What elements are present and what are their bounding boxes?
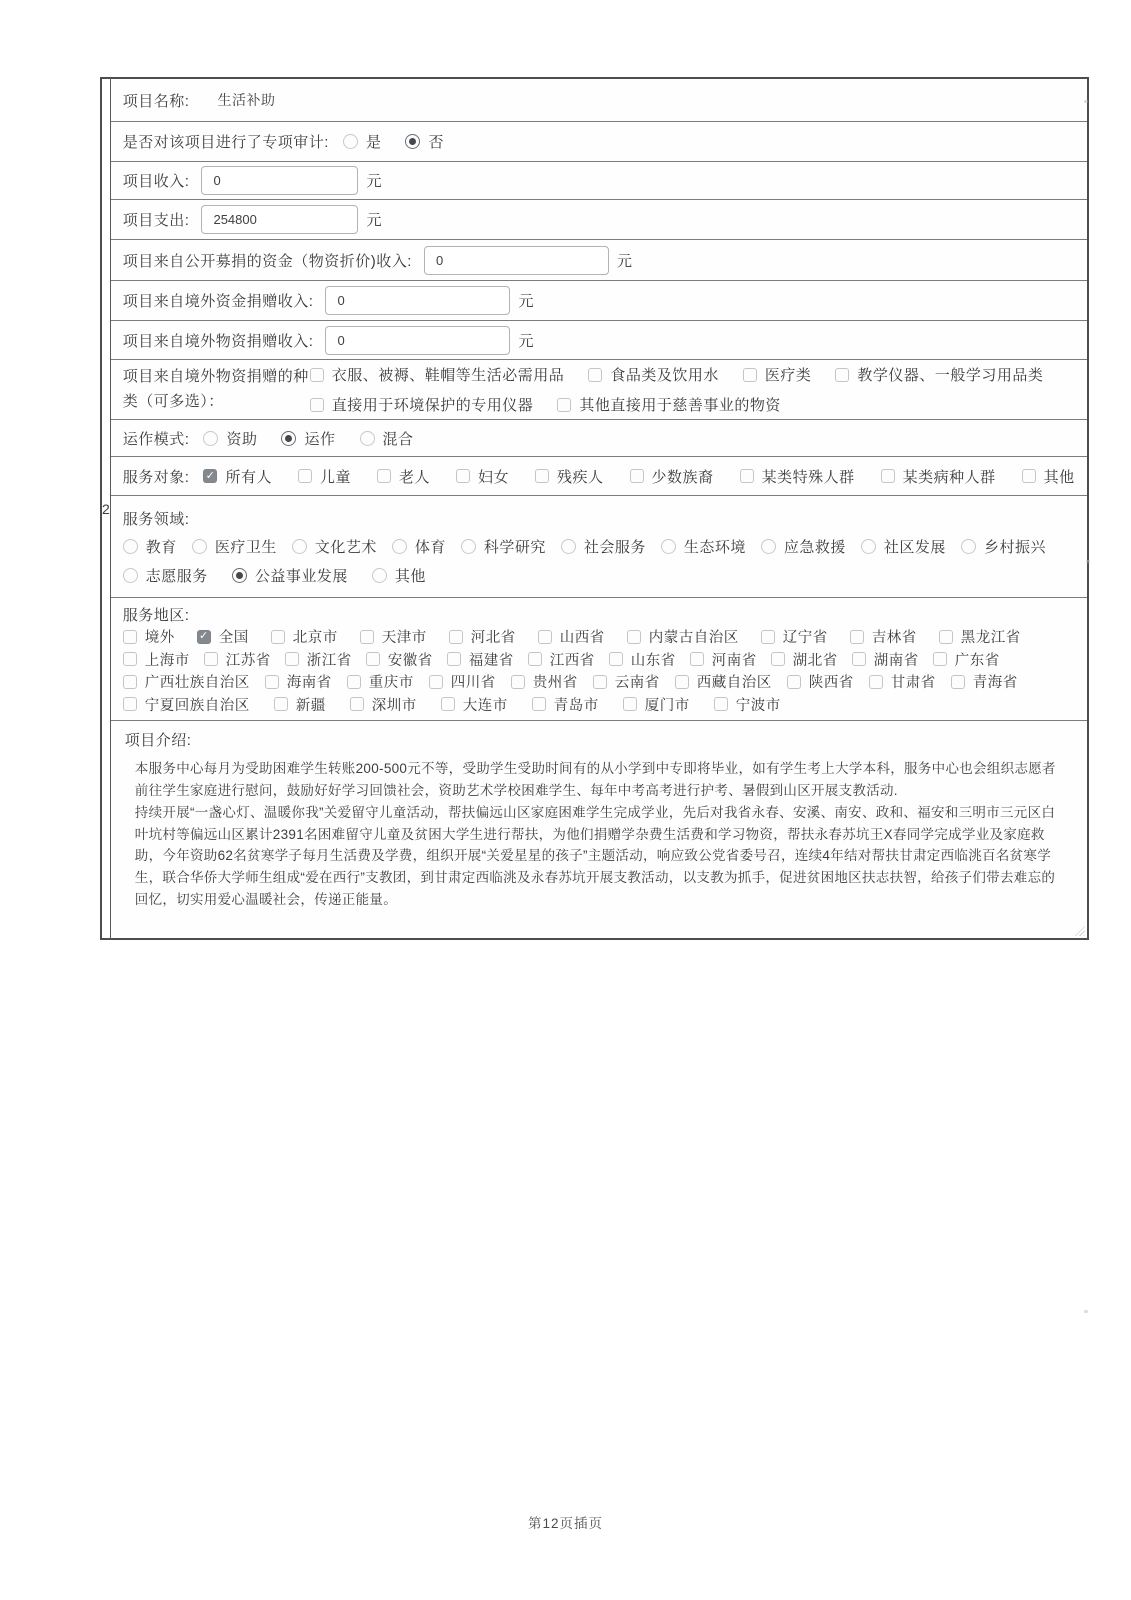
radio-option[interactable]: [761, 536, 846, 557]
radio-option[interactable]: [405, 131, 444, 152]
option-label: 生态环境: [683, 539, 746, 556]
checkbox-option[interactable]: [951, 671, 1018, 692]
option-label: 公益事业发展: [254, 567, 348, 585]
intro-label: 项目介绍:: [124, 732, 192, 749]
option-label: 混合: [382, 430, 414, 448]
option-label: 吉林省: [871, 630, 917, 646]
option-label: 湖北省: [792, 652, 838, 669]
radio-unchecked-icon[interactable]: [861, 539, 876, 554]
option-label: 教育: [145, 539, 177, 556]
expense-input[interactable]: [201, 205, 358, 234]
service-field-row: [111, 495, 1087, 597]
service-area-label: 服务地区:: [122, 606, 190, 624]
option-label: 儿童: [319, 468, 351, 486]
checkbox-unchecked-icon[interactable]: [528, 652, 542, 666]
option-label: 其他: [394, 567, 426, 585]
service-area-line-3: [123, 671, 1018, 692]
checkbox-unchecked-icon[interactable]: [123, 652, 137, 666]
checkbox-unchecked-icon[interactable]: [588, 368, 602, 382]
checkbox-unchecked-icon[interactable]: [285, 652, 299, 666]
radio-unchecked-icon[interactable]: [203, 431, 218, 446]
radio-option[interactable]: [123, 536, 177, 557]
option-label: 山东省: [630, 652, 676, 669]
radio-unchecked-icon[interactable]: [192, 539, 207, 554]
audit-radio-group: [343, 131, 444, 152]
checkbox-unchecked-icon[interactable]: [675, 675, 689, 689]
checkbox-unchecked-icon[interactable]: [850, 630, 864, 644]
option-label: 否: [428, 134, 444, 151]
option-label: 江西省: [549, 652, 595, 669]
option-label: 全国: [218, 630, 249, 646]
option-label: 广东省: [954, 652, 1000, 669]
option-label: 海南省: [286, 675, 332, 691]
radio-option[interactable]: [561, 536, 646, 557]
checkbox-option[interactable]: [835, 364, 1043, 385]
checkbox-unchecked-icon[interactable]: [881, 469, 895, 483]
checkbox-option[interactable]: [123, 694, 250, 715]
service-field-label: 服务领域:: [122, 510, 190, 528]
option-label: 内蒙古自治区: [648, 630, 739, 646]
checkbox-option[interactable]: [310, 364, 565, 385]
checkbox-unchecked-icon[interactable]: [714, 697, 728, 711]
option-label: 衣服、被褥、鞋帽等生活必需用品: [331, 367, 565, 384]
checkbox-unchecked-icon[interactable]: [761, 630, 775, 644]
radio-option[interactable]: [661, 536, 746, 557]
expense-label: 项目支出:: [122, 212, 190, 229]
option-label: 少数族裔: [651, 468, 714, 486]
checkbox-option[interactable]: [881, 466, 996, 487]
income-label: 项目收入:: [122, 173, 190, 190]
row-index: 2: [102, 500, 110, 517]
public-donation-unit: 元: [616, 252, 633, 270]
option-label: 厦门市: [644, 697, 690, 714]
income-input[interactable]: [201, 166, 358, 195]
checkbox-unchecked-icon[interactable]: [630, 469, 644, 483]
option-label: 乡村振兴: [983, 539, 1046, 556]
radio-option[interactable]: [292, 536, 377, 557]
goods-type-line-1: [310, 364, 1044, 385]
checkbox-unchecked-icon[interactable]: [360, 630, 374, 644]
checkbox-unchecked-icon[interactable]: [869, 675, 883, 689]
checkbox-option[interactable]: [285, 649, 352, 670]
option-label: 天津市: [381, 630, 427, 646]
checkbox-option[interactable]: [675, 671, 772, 692]
option-label: 新疆: [295, 697, 326, 714]
checkbox-checked-icon[interactable]: ✓: [203, 469, 217, 483]
checkbox-option[interactable]: [429, 671, 496, 692]
option-label: 西藏自治区: [696, 675, 772, 691]
option-label: 大连市: [462, 697, 508, 714]
option-label: 北京市: [292, 630, 338, 646]
option-label: 甘肃省: [890, 675, 936, 691]
checkbox-unchecked-icon[interactable]: [350, 697, 364, 711]
service-target-label: 服务对象:: [122, 468, 190, 486]
overseas-fund-label: 项目来自境外资金捐赠收入:: [122, 293, 314, 310]
checkbox-option[interactable]: [627, 626, 739, 647]
checkbox-unchecked-icon[interactable]: [787, 675, 801, 689]
overseas-fund-row: [111, 280, 1087, 320]
option-label: 重庆市: [368, 675, 414, 691]
intro-paragraph-2: 持续开展“一盏心灯、温暖你我”关爱留守儿童活动，帮扶偏远山区家庭困难学生完成学业，先后对我省永春、安溪、南安、政和、福安和三明市三元区白叶坑村等偏远山区累计2391名困难留守儿童及贫困大学生进行帮扶，为他们捐赠学杂费生活费和学习物资，帮扶永春苏坑王X春同学完成学业及家庭救助，今年资助62名贫寒学子每月生活费及学费，组织开展“关爱星星的孩子”主题活动，响应致公党省委号召，连续4年结对帮扶甘肃定西临洮百名贫寒学生，联合华侨大学师生组成“爱在西行”支教团，到甘肃定西临洮及永春苏坑开展支教活动，以支教为抓手，促进贫困地区扶志扶智，给孩子们带去难忘的回忆，切实用爱心温暖社会，传递正能量。: [134, 804, 1056, 908]
option-label: 深圳市: [371, 697, 417, 714]
checkbox-option[interactable]: [714, 694, 781, 715]
intro-row: [111, 720, 1087, 938]
option-label: 某类病种人群: [902, 468, 996, 486]
checkbox-unchecked-icon[interactable]: [557, 398, 571, 412]
radio-unchecked-icon[interactable]: [961, 539, 976, 554]
checkbox-unchecked-icon[interactable]: [538, 630, 552, 644]
option-label: 资助: [226, 430, 258, 448]
option-label: 社区发展: [883, 539, 946, 556]
checkbox-option[interactable]: [532, 694, 599, 715]
checkbox-unchecked-icon[interactable]: [743, 368, 757, 382]
radio-option[interactable]: [232, 565, 348, 586]
row-index-cell: [100, 77, 111, 940]
radio-dot-icon: [285, 435, 292, 442]
checkbox-unchecked-icon[interactable]: [377, 469, 391, 483]
page-footer: 第12页插页: [527, 1516, 604, 1531]
option-label: 宁波市: [735, 697, 781, 714]
expense-unit: 元: [366, 212, 382, 229]
radio-option[interactable]: [392, 536, 446, 557]
option-label: 老人: [399, 468, 431, 486]
radio-option[interactable]: [360, 428, 414, 449]
option-label: 福建省: [468, 652, 514, 669]
service-field-line-2: [123, 565, 426, 586]
checkbox-option[interactable]: [528, 649, 595, 670]
checkbox-option[interactable]: [298, 466, 351, 487]
overseas-fund-unit: 元: [518, 293, 534, 310]
overseas-goods-row: [111, 320, 1087, 359]
checkbox-unchecked-icon[interactable]: [933, 652, 947, 666]
option-label: 其他直接用于慈善事业的物资: [579, 397, 781, 414]
checkbox-option[interactable]: [447, 649, 514, 670]
checkbox-option[interactable]: [347, 671, 414, 692]
checkbox-option[interactable]: [740, 466, 855, 487]
option-label: 四川省: [450, 675, 496, 691]
radio-option[interactable]: [343, 131, 382, 152]
checkbox-unchecked-icon[interactable]: [740, 469, 754, 483]
option-label: 安徽省: [387, 652, 433, 669]
radio-option[interactable]: [192, 536, 277, 557]
checkbox-unchecked-icon[interactable]: [310, 368, 324, 382]
checkbox-option[interactable]: [933, 649, 1000, 670]
option-label: 社会服务: [583, 539, 646, 556]
option-label: 宁夏回族自治区: [144, 697, 250, 714]
checkbox-option[interactable]: [771, 649, 838, 670]
checkbox-unchecked-icon[interactable]: [449, 630, 463, 644]
checkbox-unchecked-icon[interactable]: [511, 675, 525, 689]
checkbox-option[interactable]: [123, 626, 175, 647]
scan-artifact: [1086, 560, 1090, 563]
checkbox-option[interactable]: [310, 394, 534, 415]
checkbox-option[interactable]: [593, 671, 660, 692]
checkbox-unchecked-icon[interactable]: [690, 652, 704, 666]
checkbox-unchecked-icon[interactable]: [441, 697, 455, 711]
option-label: 医疗类: [764, 367, 812, 384]
option-label: 湖南省: [873, 652, 919, 669]
checkbox-unchecked-icon[interactable]: [310, 398, 324, 412]
checkbox-option[interactable]: [377, 466, 430, 487]
checkbox-option[interactable]: [869, 671, 936, 692]
checkbox-unchecked-icon[interactable]: [298, 469, 312, 483]
operation-mode-label: 运作模式:: [122, 430, 190, 448]
option-label: 教学仪器、一般学习用品类: [857, 367, 1044, 384]
overseas-goods-label: 项目来自境外物资捐赠收入:: [122, 332, 314, 350]
checkbox-option[interactable]: [441, 694, 508, 715]
checkbox-unchecked-icon[interactable]: [939, 630, 953, 644]
checkbox-option[interactable]: [588, 364, 719, 385]
radio-unchecked-icon[interactable]: [343, 134, 358, 149]
radio-checked-icon[interactable]: [281, 431, 296, 446]
service-target-row: [111, 456, 1087, 495]
option-label: 志愿服务: [145, 567, 208, 585]
scan-artifact: [1084, 1310, 1088, 1313]
goods-type-line-2: [310, 394, 1044, 415]
checkbox-unchecked-icon[interactable]: [627, 630, 641, 644]
radio-option[interactable]: [372, 565, 426, 586]
option-label: 食品类及饮用水: [610, 367, 719, 384]
radio-unchecked-icon[interactable]: [461, 539, 476, 554]
scan-artifact: [1084, 100, 1088, 103]
radio-unchecked-icon[interactable]: [123, 568, 138, 583]
radio-unchecked-icon[interactable]: [360, 431, 375, 446]
checkbox-option[interactable]: [274, 694, 326, 715]
audit-row: [111, 121, 1087, 161]
overseas-fund-input[interactable]: [325, 286, 510, 315]
checkbox-checked-icon[interactable]: ✓: [197, 630, 211, 644]
checkbox-unchecked-icon[interactable]: [204, 652, 218, 666]
option-label: 山西省: [559, 630, 605, 646]
checkbox-unchecked-icon[interactable]: [271, 630, 285, 644]
checkbox-unchecked-icon[interactable]: [951, 675, 965, 689]
checkbox-option[interactable]: [197, 626, 249, 647]
public-donation-input[interactable]: [424, 246, 609, 275]
operation-mode-row: [111, 419, 1087, 456]
option-label: 残疾人: [557, 468, 604, 486]
radio-option[interactable]: [281, 428, 335, 449]
checkbox-option[interactable]: [852, 649, 919, 670]
checkbox-option[interactable]: [350, 694, 417, 715]
checkbox-unchecked-icon[interactable]: [1022, 469, 1036, 483]
checkbox-option[interactable]: [511, 671, 578, 692]
checkbox-unchecked-icon[interactable]: [623, 697, 637, 711]
checkbox-option[interactable]: [366, 649, 433, 670]
service-target-checkbox-group: [203, 466, 1074, 487]
option-label: 体育: [414, 539, 446, 556]
service-area-line-4: [123, 694, 781, 715]
checkbox-unchecked-icon[interactable]: [771, 652, 785, 666]
radio-unchecked-icon[interactable]: [392, 539, 407, 554]
radio-unchecked-icon[interactable]: [661, 539, 676, 554]
checkbox-option[interactable]: [456, 466, 509, 487]
option-label: 青岛市: [553, 697, 599, 714]
radio-option[interactable]: [461, 536, 546, 557]
overseas-goods-input[interactable]: [325, 326, 510, 355]
service-area-line-2: [123, 649, 1000, 670]
checkbox-option[interactable]: [743, 364, 812, 385]
expense-row: [111, 199, 1087, 239]
checkbox-unchecked-icon[interactable]: [609, 652, 623, 666]
checkbox-option[interactable]: [609, 649, 676, 670]
checkbox-unchecked-icon[interactable]: [535, 469, 549, 483]
checkbox-unchecked-icon[interactable]: [593, 675, 607, 689]
public-donation-label: 项目来自公开募捐的资金（物资折价)收入:: [122, 252, 412, 270]
option-label: 青海省: [972, 675, 1018, 691]
radio-unchecked-icon[interactable]: [561, 539, 576, 554]
checkbox-unchecked-icon[interactable]: [123, 675, 137, 689]
service-area-row: [111, 597, 1087, 720]
option-label: 某类特殊人群: [761, 468, 855, 486]
service-area-line-1: [123, 626, 1021, 647]
income-unit: 元: [366, 173, 382, 190]
radio-dot-icon: [236, 572, 243, 579]
radio-option[interactable]: [961, 536, 1046, 557]
checkbox-option[interactable]: [449, 626, 516, 647]
radio-unchecked-icon[interactable]: [372, 568, 387, 583]
checkbox-option[interactable]: [761, 626, 828, 647]
form-sheet: [100, 77, 1075, 940]
option-label: 云南省: [614, 675, 660, 691]
checkbox-option[interactable]: [557, 394, 781, 415]
checkbox-unchecked-icon[interactable]: [456, 469, 470, 483]
goods-type-label: 项目来自境外物资捐赠的种类（可多选）：: [122, 367, 309, 410]
checkbox-unchecked-icon[interactable]: [366, 652, 380, 666]
option-label: 其他: [1043, 468, 1075, 486]
option-label: 应急救援: [783, 539, 846, 556]
option-label: 科学研究: [483, 539, 546, 556]
checkbox-option[interactable]: [535, 466, 604, 487]
option-label: 是: [365, 134, 382, 151]
radio-checked-icon[interactable]: [232, 568, 247, 583]
checkbox-unchecked-icon[interactable]: [429, 675, 443, 689]
project-name-row: [111, 79, 1087, 121]
option-label: 辽宁省: [782, 630, 828, 646]
option-label: 妇女: [478, 468, 510, 486]
radio-option[interactable]: [203, 428, 257, 449]
option-label: 河北省: [470, 630, 516, 646]
option-label: 医疗卫生: [214, 539, 277, 556]
checkbox-unchecked-icon[interactable]: [347, 675, 361, 689]
option-label: 广西壮族自治区: [144, 675, 250, 691]
option-label: 直接用于环境保护的专用仪器: [331, 397, 534, 414]
checkbox-option[interactable]: [203, 466, 272, 487]
checkbox-option[interactable]: [204, 649, 271, 670]
income-row: [111, 161, 1087, 199]
audit-label: 是否对该项目进行了专项审计:: [122, 134, 329, 151]
public-donation-row: [111, 239, 1087, 280]
checkbox-unchecked-icon[interactable]: [852, 652, 866, 666]
project-name-label: 项目名称:: [122, 92, 190, 110]
radio-unchecked-icon[interactable]: [761, 539, 776, 554]
checkbox-unchecked-icon[interactable]: [835, 368, 849, 382]
checkbox-option[interactable]: [1022, 466, 1075, 487]
checkbox-unchecked-icon[interactable]: [274, 697, 288, 711]
radio-dot-icon: [409, 138, 416, 145]
radio-unchecked-icon[interactable]: [123, 539, 138, 554]
option-label: 浙江省: [306, 652, 352, 669]
radio-unchecked-icon[interactable]: [292, 539, 307, 554]
checkbox-option[interactable]: [630, 466, 714, 487]
option-label: 运作: [304, 430, 336, 448]
checkbox-option[interactable]: [623, 694, 690, 715]
service-field-line-1: [123, 536, 1046, 557]
intro-paragraph-1: 本服务中心每月为受助困难学生转账200-500元不等，受助学生受助时间有的从小学到中专即将毕业，如有学生考上大学本科，服务中心也会组织志愿者前往学生家庭进行慰问，鼓励好好学习回馈社会，资助艺术学校困难学生、每年中考高考进行护考、暑假到山区开展支教活动.: [134, 761, 1056, 798]
checkbox-option[interactable]: [123, 671, 250, 692]
project-name-value: 生活补助: [217, 92, 276, 108]
checkbox-option[interactable]: [787, 671, 854, 692]
overseas-goods-unit: 元: [518, 332, 534, 350]
option-label: 文化艺术: [314, 539, 377, 556]
project-form-table: [111, 77, 1089, 940]
checkbox-option[interactable]: [538, 626, 605, 647]
option-label: 江苏省: [225, 652, 271, 669]
checkbox-option[interactable]: [123, 649, 190, 670]
checkbox-unchecked-icon[interactable]: [123, 630, 137, 644]
goods-type-checkbox-group: [310, 364, 1044, 415]
operation-mode-radio-group: [203, 428, 413, 449]
option-label: 河南省: [711, 652, 757, 669]
option-label: 上海市: [144, 652, 190, 669]
checkbox-option[interactable]: [360, 626, 427, 647]
option-label: 黑龙江省: [960, 630, 1021, 646]
checkbox-option[interactable]: [850, 626, 917, 647]
checkbox-option[interactable]: [265, 671, 332, 692]
checkbox-unchecked-icon[interactable]: [265, 675, 279, 689]
option-label: 所有人: [225, 468, 272, 486]
radio-option[interactable]: [123, 565, 208, 586]
option-label: 陕西省: [808, 675, 854, 691]
option-label: 贵州省: [532, 675, 578, 691]
goods-type-row: [111, 359, 1087, 419]
checkbox-unchecked-icon[interactable]: [532, 697, 546, 711]
checkbox-unchecked-icon[interactable]: [447, 652, 461, 666]
checkbox-unchecked-icon[interactable]: [123, 697, 137, 711]
option-label: 境外: [144, 630, 175, 646]
checkbox-option[interactable]: [939, 626, 1021, 647]
checkbox-option[interactable]: [271, 626, 338, 647]
radio-checked-icon[interactable]: [405, 134, 420, 149]
radio-option[interactable]: [861, 536, 946, 557]
checkbox-option[interactable]: [690, 649, 757, 670]
